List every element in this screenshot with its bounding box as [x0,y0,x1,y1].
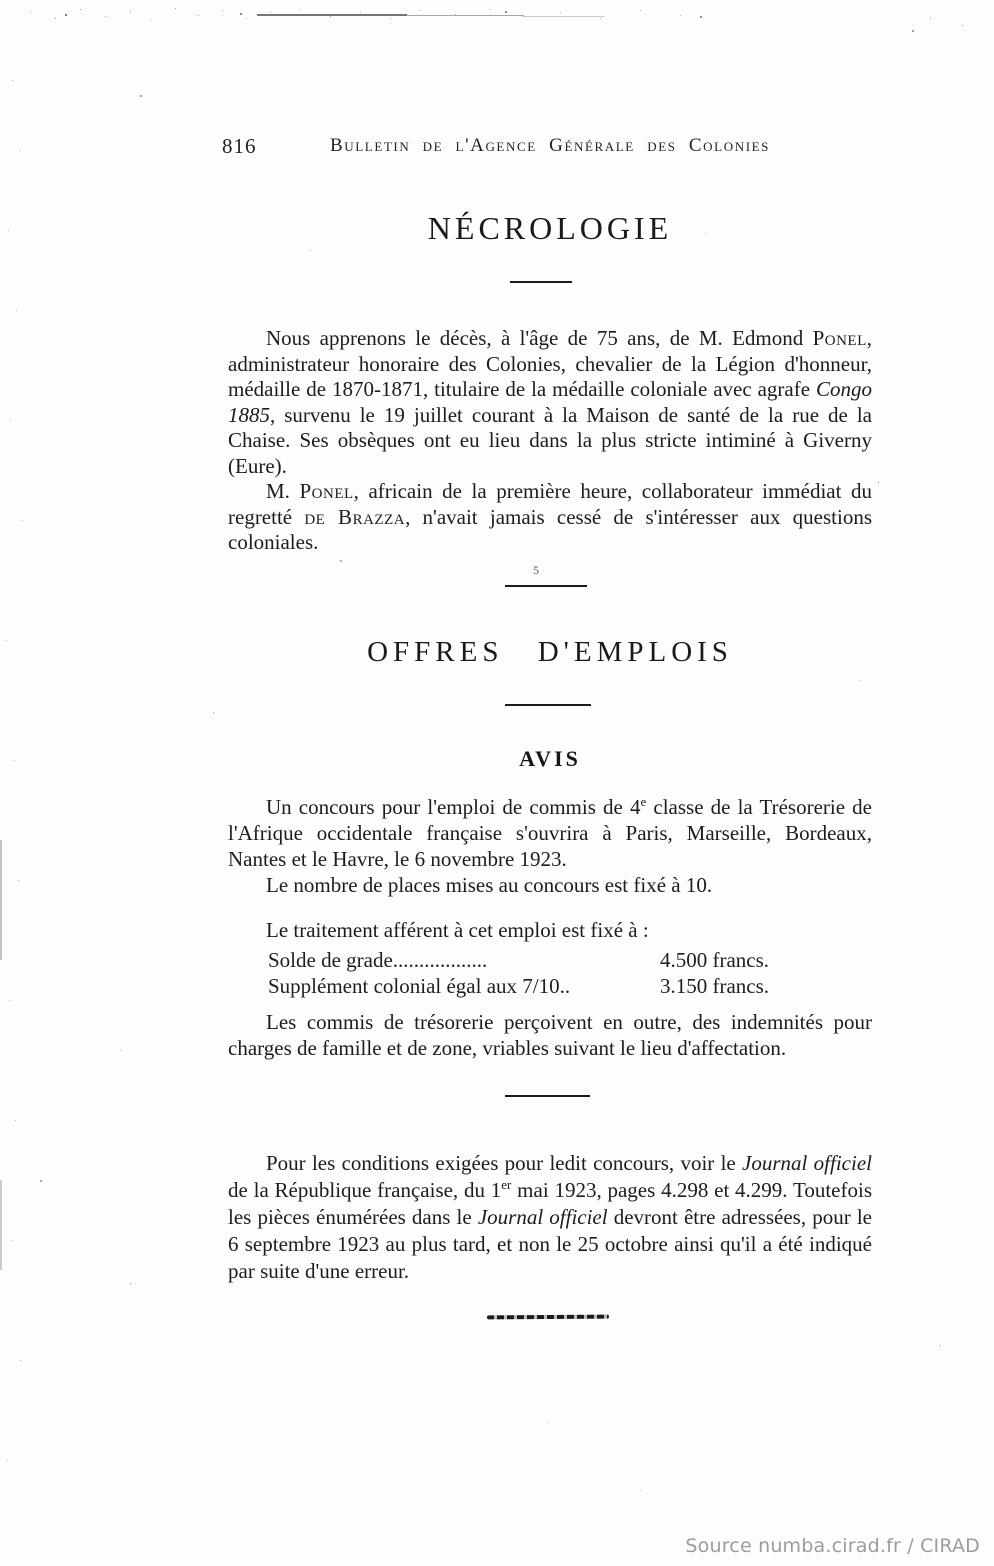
running-header: Bulletin de l'Agence Générale des Colonies [329,135,770,156]
text-run: Pour les conditions exigées pour ledit concours, voir le [266,1151,743,1175]
text-run: mai 1923, pages 4.298 et 4.299. Toutefois les pièces énumérées dans le [228,1178,872,1229]
divider-end-of-page [487,1315,609,1320]
avis-body [228,794,872,1061]
medal-clasp-congo-1885: Congo 1885 [228,377,872,427]
scan-artifact-mark: 5 [533,563,539,577]
scan-noise-streak [522,16,604,17]
avis-paragraph-traitement: Le traitement afférent à cet emploi est fixé à : [266,918,649,942]
text-run: classe de la Trésorerie de l'Afrique occidentale française s'ouvrira à Paris, Marseille, Bordeaux, Nantes et le Havre, le 6 novembre 1923. [228,795,872,871]
offres-demplois-title: OFFRES D'EMPLOIS [367,636,733,668]
conditions-paragraph [228,1150,872,1285]
salary-label-with-leader [268,947,660,973]
dot-leader: .................. [392,948,488,972]
salary-label: Solde de grade [268,948,393,972]
divider-end-of-necrologie [505,585,587,587]
salary-value: 3.150 francs. [660,974,770,998]
avis-heading: AVIS [519,746,581,771]
ordinal-superscript: er [501,1177,512,1192]
divider-end-of-avis [505,1095,590,1097]
scan-noise-specks-dark [0,0,2,2]
salary-value: 4.500 francs. [660,948,770,972]
text-run: Un concours pour l'emploi de commis de 4 [266,795,641,819]
text-run: de la République française, du 1 [228,1178,502,1202]
text-run: Nous apprenons le décès, à l'âge de 75 ans, de M. Edmond [266,326,813,350]
person-name-ponel: Ponel [299,479,354,503]
salary-row-supplement [228,973,872,999]
text-run: , africain de la première heure, collaborateur immédiat du regretté [228,479,872,529]
necrologie-paragraph-2 [228,479,872,556]
salary-label: Supplément colonial égal aux 7/10 [268,974,560,998]
salary-label-with-leader [268,973,660,999]
necrologie-paragraph-1 [228,326,872,479]
ordinal-superscript: e [640,794,647,809]
text-run: M. [266,479,300,503]
avis-paragraph-indemnites: Les commis de trésorerie perçoivent en outre, des indemnités pour charges de famille et de zone, vriables suivant le lieu d'affectation. [228,1010,872,1060]
dot-leader: .. [559,974,571,998]
scan-noise-streak [257,14,407,16]
avis-paragraph-places: Le nombre de places mises au concours est fixé à 10. [266,873,713,897]
journal-officiel-reference: Journal officiel [477,1205,608,1229]
scan-noise-streak [404,15,524,16]
divider-under-offres-title [505,704,591,706]
avis-paragraph-concours [228,794,872,872]
necrologie-title: NÉCROLOGIE [427,210,673,246]
salary-row-solde [228,947,872,973]
necrologie-body [228,326,872,556]
source-credit: Source numba.cirad.fr / CIRAD [685,1535,980,1557]
conditions-body [228,1150,872,1285]
page-number: 816 [222,134,257,158]
text-run: , administrateur honoraire des Colonies, chevalier de la Légion d'honneur, médaille de 1870-1871, titulaire de la médaille coloniale avec agrafe [228,326,872,401]
text-run: , survenu le 19 juillet courant à la Maison de santé de la rue de la Chaise. Ses obsèques ont eu lieu dans la plus stricte intiminé à Giverny (Eure). [228,402,872,478]
scan-edge-mark [0,1180,2,1270]
text-run: , n'avait jamais cessé de s'intéresser aux questions coloniales. [228,504,872,554]
journal-officiel-reference: Journal officiel [742,1151,872,1175]
salary-table [228,947,872,999]
divider-under-necrologie-title [510,281,572,283]
scan-edge-mark [0,840,2,960]
person-name-ponel: Ponel [812,326,867,350]
person-name-de-brazza: de Brazza [304,504,406,529]
text-run: devront être adressées, pour le 6 septembre 1923 au plus tard, et non le 25 octobre ainsi qu'il a été indiqué par suite d'une erreur. [228,1205,872,1283]
